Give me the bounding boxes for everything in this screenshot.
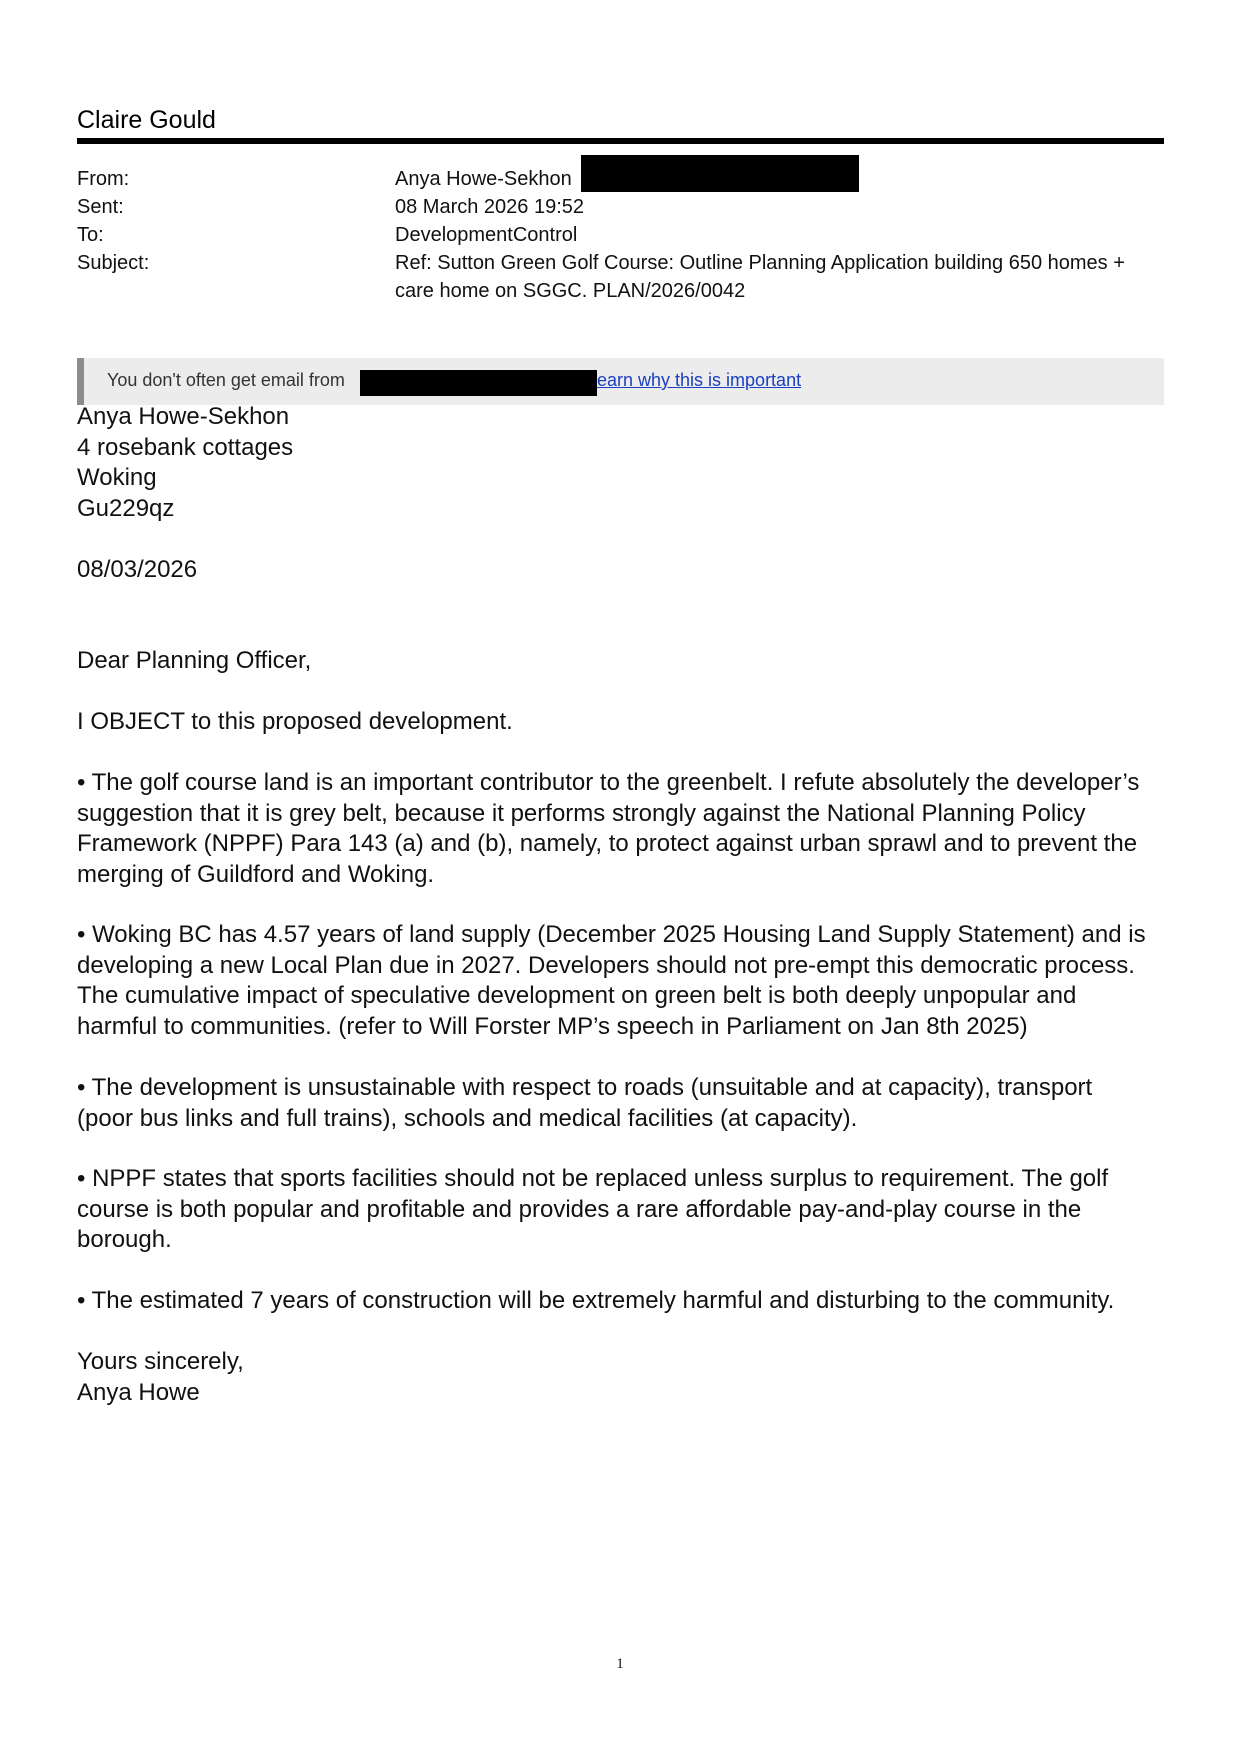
- address-postcode: Gu229qz: [77, 494, 175, 522]
- objection-point: [77, 1073, 1167, 1134]
- banner-accent-bar: [77, 358, 84, 405]
- to-label: To:: [77, 224, 104, 246]
- objection-point: [77, 768, 1167, 890]
- from-value: [395, 165, 1170, 193]
- address-name: Anya Howe-Sekhon: [77, 403, 290, 430]
- point-line: • Woking BC has 4.57 years of land supply (December 2025 Housing Land Supply Statement) and is: [77, 921, 1146, 948]
- mailbox-owner-name: Claire Gould: [77, 106, 216, 134]
- point-line: harmful to communities. (refer to Will Forster MP’s speech in Parliament on Jan 8th 2025): [77, 1012, 1028, 1040]
- header-divider: [77, 138, 1164, 144]
- redacted-email-address: [581, 155, 859, 192]
- objection-statement: I OBJECT to this proposed development.: [77, 708, 513, 735]
- point-line: • NPPF states that sports facilities should not be replaced unless surplus to requirement. The golf: [77, 1165, 1109, 1192]
- banner-text: You don't often get email from: [107, 370, 345, 390]
- signature-name: Anya Howe: [77, 1378, 200, 1406]
- point-line: suggestion that it is grey belt, because it performs strongly against the National Planning Policy: [77, 799, 1086, 827]
- objection-point: [77, 920, 1167, 1042]
- from-label: From:: [77, 168, 130, 190]
- page-number: 1: [616, 1656, 624, 1672]
- to-value: DevelopmentControl: [395, 224, 578, 246]
- point-line: • The estimated 7 years of construction will be extremely harmful and disturbing to the community.: [77, 1287, 1115, 1314]
- sender-address: [77, 402, 1167, 524]
- redacted-sender-address: [360, 370, 597, 396]
- sender-name: Anya Howe-Sekhon: [395, 168, 572, 190]
- point-line: course is both popular and profitable and provides a rare affordable pay-and-play course in the: [77, 1195, 1082, 1223]
- point-line: developing a new Local Plan due in 2027. Developers should not pre-empt this democratic process.: [77, 951, 1135, 979]
- point-line: (poor bus links and full trains), schools and medical facilities (at capacity).: [77, 1104, 858, 1132]
- external-sender-banner: [77, 358, 1164, 405]
- point-line: The cumulative impact of speculative development on green belt is both deeply unpopular and: [77, 982, 1077, 1009]
- sent-value: 08 March 2026 19:52: [395, 196, 585, 218]
- letter-date: 08/03/2026: [77, 556, 198, 583]
- address-town: Woking: [77, 464, 157, 491]
- point-line: merging of Guildford and Woking.: [77, 860, 435, 888]
- point-line: Framework (NPPF) Para 143 (a) and (b), namely, to protect against urban sprawl and to prevent the: [77, 830, 1138, 857]
- closing-block: [77, 1347, 1167, 1408]
- salutation: Dear Planning Officer,: [77, 647, 312, 674]
- subject-label: Subject:: [77, 252, 150, 274]
- subject-line: care home on SGGC. PLAN/2026/0042: [395, 280, 746, 302]
- learn-why-link[interactable]: earn why this is important: [597, 370, 802, 390]
- address-street: 4 rosebank cottages: [77, 433, 294, 461]
- objection-point: [77, 1164, 1167, 1256]
- sent-label: Sent:: [77, 196, 124, 218]
- subject-value: [395, 249, 1170, 305]
- subject-line: Ref: Sutton Green Golf Course: Outline Planning Application building 650 homes +: [395, 252, 1125, 274]
- objection-point: [77, 1286, 1167, 1317]
- closing: Yours sincerely,: [77, 1348, 244, 1375]
- point-line: borough.: [77, 1226, 172, 1253]
- point-line: • The development is unsustainable with respect to roads (unsuitable and at capacity), transport: [77, 1074, 1093, 1101]
- point-line: • The golf course land is an important contributor to the greenbelt. I refute absolutely the developer’s: [77, 769, 1140, 796]
